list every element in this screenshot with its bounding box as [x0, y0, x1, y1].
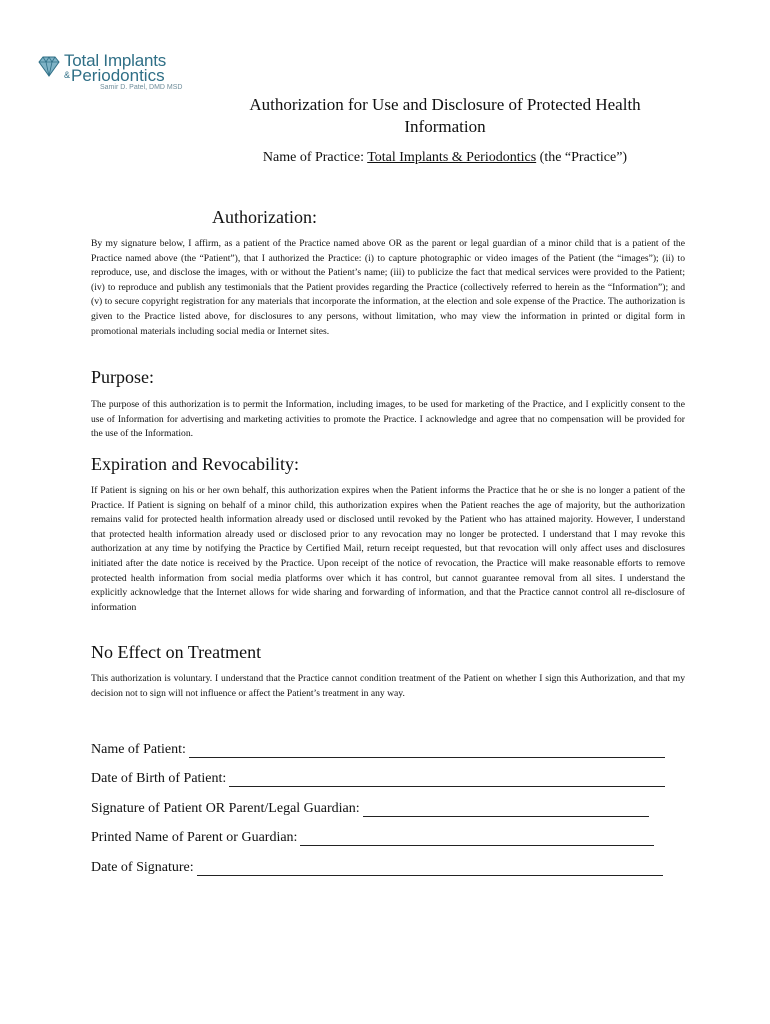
logo-line-1: Total Implants	[64, 51, 167, 70]
patient-name-line[interactable]	[189, 745, 665, 758]
practice-label: Name of Practice:	[262, 150, 364, 165]
signature-line[interactable]	[363, 804, 649, 817]
guardian-name-line[interactable]	[300, 833, 654, 846]
guardian-name-label: Printed Name of Parent or Guardian:	[91, 830, 298, 845]
patient-name-label: Name of Patient:	[91, 742, 186, 757]
signature-date-field	[91, 860, 663, 876]
tooth-diamond-icon	[36, 54, 62, 80]
patient-name-field	[91, 742, 665, 758]
logo-ampersand: &	[64, 70, 71, 80]
no-effect-heading: No Effect on Treatment	[91, 642, 262, 662]
logo-line-2-text: Periodontics	[71, 66, 165, 85]
patient-dob-field	[91, 771, 665, 787]
patient-dob-line[interactable]	[229, 774, 665, 787]
signature-date-line[interactable]	[197, 863, 663, 876]
guardian-name-field	[91, 830, 654, 846]
signature-label: Signature of Patient OR Parent/Legal Guardian:	[91, 801, 360, 816]
document-title: Authorization for Use and Disclosure of Protected Health Information	[249, 95, 641, 136]
purpose-heading: Purpose:	[91, 367, 154, 387]
expiration-text: If Patient is signing on his or her own behalf, this authorization expires when the Patient informs the Practice that he or she is no longer a patient of the Practice. If Patient is signing on behalf of a minor child, this authorization expires when the Patient reaches the age of majority, but the authorization remains valid for protected health information already used or disclosed until revoked by the Patient who has attained majority. However, I understand that protected health information already used or disclosed prior to any revocation may no longer be protected. I understand that I may revoke this authorization at any time by notifying the Practice by Certified Mail, return receipt requested, but that revocation will only affect uses and disclosures initiated after the date notice is received by the Practice. Upon receipt of the notice of revocation, the Practice will make reasonable efforts to remove protected health information from social media platforms over which it has control, but cannot guarantee removal from all sites. I understand the explicitly acknowledge that the Internet allows for wide sharing and forwarding of information, and that the Practice cannot control all re-disclosure of information	[91, 485, 685, 613]
signature-date-label: Date of Signature:	[91, 860, 194, 875]
logo-line-2	[64, 67, 165, 84]
logo-subtitle: Samir D. Patel, DMD MSD	[100, 84, 183, 91]
authorization-text: By my signature below, I affirm, as a patient of the Practice named above OR as the parent or legal guardian of a minor child that is a patient of the Practice named above (the “Patient”), that I authorized the Practice: (i) to capture photographic or video images of the Patient (the “images”); (ii) to reproduce, use, and disclose the images, with or without the Patient’s name; (iii) to publicize the fact that medical services were provided to the Patient; (iv) to reproduce and publish any testimonials that the Patient provides regarding the Practice (collectively referred to herein as the “Information”); and (v) to secure copyright registration for any materials that incorporate the information, at the election and sole expense of the Practice. The authorization is given to the Practice listed above, for disclosures to any persons, without limitation, who may view the information in printed or digital form in promotional materials including social media or Internet sites.	[91, 238, 685, 337]
practice-suffix: (the “Practice”)	[539, 150, 628, 165]
practice-name: Total Implants & Periodontics	[367, 150, 537, 165]
signature-field	[91, 801, 649, 817]
no-effect-text: This authorization is voluntary. I understand that the Practice cannot condition treatment of the Patient on whether I sign this Authorization, and that my decision not to sign will not influence or affect the Patient’s treatment in any way.	[91, 673, 685, 699]
patient-dob-label: Date of Birth of Patient:	[91, 771, 227, 786]
authorization-heading: Authorization:	[212, 207, 317, 227]
practice-line	[150, 150, 740, 166]
purpose-text: The purpose of this authorization is to permit the Information, including images, to be used for marketing of the Practice, and I explicitly consent to the use of Information for advertising and marketing activities to promote the Practice. I acknowledge and agree that no compensation will be provided for the use of the Information.	[91, 399, 685, 440]
practice-logo	[36, 52, 196, 98]
expiration-heading: Expiration and Revocability:	[91, 454, 299, 474]
